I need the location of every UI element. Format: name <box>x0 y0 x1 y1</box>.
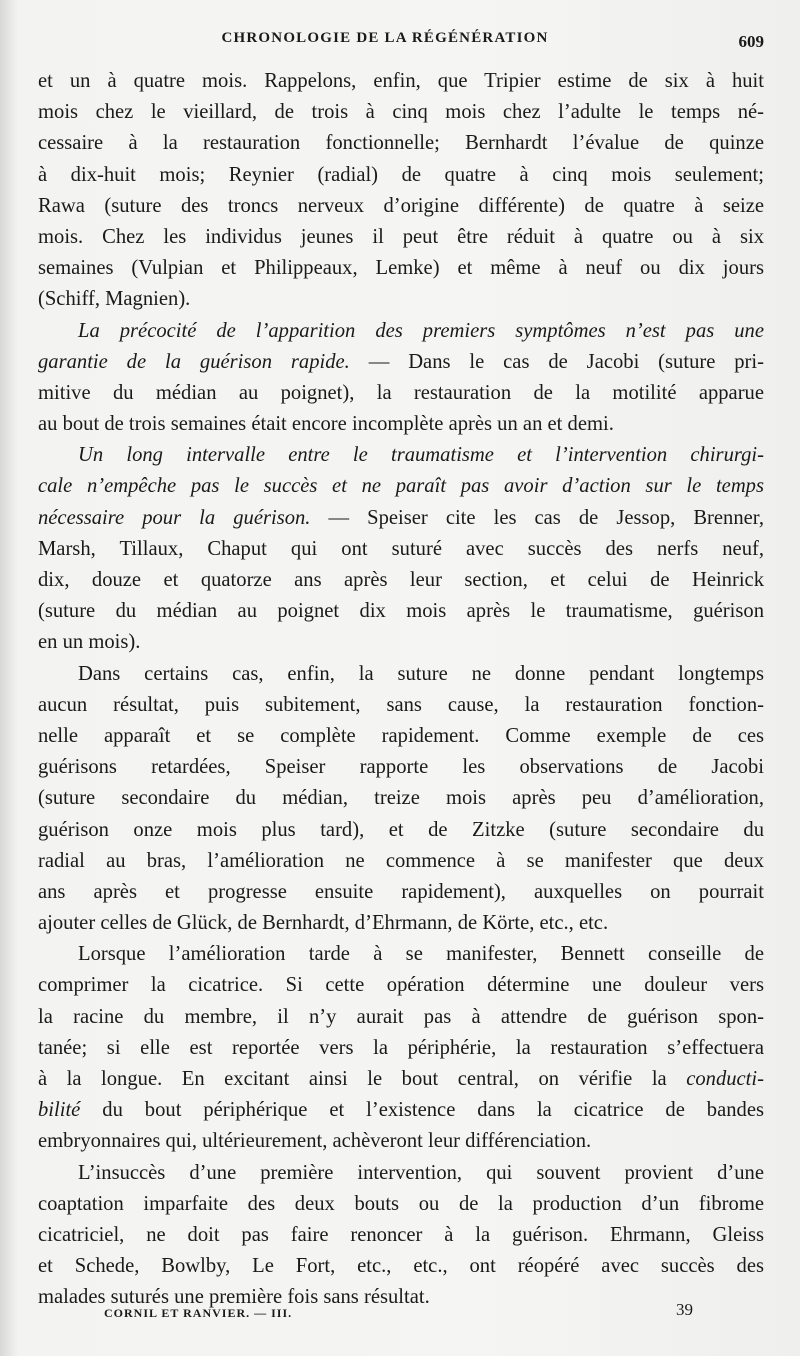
text-line: cicatriciel, ne doit pas faire renoncer à la guérison. Ehrmann, Gleiss <box>38 1223 764 1246</box>
text-line: (Schiff, Magnien). <box>38 288 191 311</box>
text-line: ans après et progresse ensuite rapidement), auxquelles on pourrait <box>38 880 764 903</box>
text-line: (suture du médian au poignet dix mois après le traumatisme, guérison <box>38 600 764 623</box>
text-line: guérisons retardées, Speiser rapporte les observations de Jacobi <box>38 756 764 779</box>
page-footer <box>0 1300 800 1330</box>
text-line: semaines (Vulpian et Philippeaux, Lemke) et même à neuf ou dix jours <box>38 257 764 280</box>
italic-segment: bilité <box>38 1099 81 1122</box>
text-line <box>38 1095 764 1126</box>
text-line: la racine du membre, il n’y aurait pas à attendre de guérison spon- <box>38 1005 764 1028</box>
text-line: Lorsque l’amélioration tarde à se manifester, Bennett conseille de <box>78 943 764 966</box>
text-line: guérison onze mois plus tard), et de Zitzke (suture secondaire du <box>38 818 764 841</box>
text-line: au bout de trois semaines était encore incomplète après un an et demi. <box>38 413 614 436</box>
text-line <box>38 347 764 378</box>
text-line: nelle apparaît et se complète rapidement. Comme exemple de ces <box>38 724 764 747</box>
text-line <box>38 316 764 347</box>
text-line: Dans certains cas, enfin, la suture ne donne pendant longtemps <box>78 662 764 685</box>
text-line: et Schede, Bowlby, Le Fort, etc., etc., ont réopéré avec succès des <box>38 1255 764 1278</box>
roman-segment: du bout périphérique et l’existence dans la cicatrice de bandes <box>80 1099 764 1122</box>
page-number: 609 <box>738 32 764 51</box>
running-head <box>0 30 800 54</box>
roman-segment: à la longue. En excitant ainsi le bout central, on vérifie la <box>38 1068 687 1090</box>
text-line: cessaire à la restauration fonctionnelle; Bernhardt l’évalue de quinze <box>38 132 764 155</box>
text-line: mois. Chez les individus jeunes il peut être réduit à quatre ou à six <box>38 225 764 248</box>
text-line: en un mois). <box>38 631 141 654</box>
text-line: tanée; si elle est reportée vers la périphérie, la restauration s’effectuera <box>38 1036 764 1059</box>
italic-segment: nécessaire pour la guérison. <box>38 506 311 529</box>
italic-segment: garantie de la guérison rapide. <box>38 350 350 373</box>
text-line: embryonnaires qui, ultérieurement, achèveront leur différenciation. <box>38 1130 592 1153</box>
text-line: ajouter celles de Glück, de Bernhardt, d’Ehrmann, de Körte, etc., etc. <box>38 912 609 935</box>
text-line: et un à quatre mois. Rappelons, enfin, que Tripier estime de six à huit <box>38 70 764 92</box>
text-line <box>38 503 764 534</box>
italic-segment: La précocité de l’apparition des premiers symptômes n’est pas une <box>78 319 764 342</box>
text-line: comprimer la cicatrice. Si cette opération détermine une douleur vers <box>38 974 764 997</box>
italic-segment: cale n’empêche pas le succès et ne paraît pas avoir d’action sur le temps <box>38 475 764 498</box>
text-line: mois chez le vieillard, de trois à cinq mois chez l’adulte le temps né- <box>38 101 764 124</box>
text-line: coaptation imparfaite des deux bouts ou de la production d’un fibrome <box>38 1192 764 1215</box>
running-title: CHRONOLOGIE DE LA RÉGÉNÉRATION <box>221 30 549 46</box>
text-line: aucun résultat, puis subitement, sans cause, la restauration fonction- <box>38 693 764 716</box>
printer-signature: CORNIL ET RANVIER. — III. <box>104 1306 293 1320</box>
body-text <box>38 66 764 1314</box>
roman-segment: — Dans le cas de Jacobi (suture pri- <box>349 350 764 373</box>
text-line: Marsh, Tillaux, Chaput qui ont suturé avec succès des nerfs neuf, <box>38 537 764 560</box>
text-line: (suture secondaire du médian, treize mois après peu d’amélioration, <box>38 787 764 810</box>
text-line: L’insuccès d’une première intervention, qui souvent provient d’une <box>78 1161 764 1184</box>
text-line: Rawa (suture des troncs nerveux d’origine différente) de quatre à seize <box>38 194 764 217</box>
text-line: radial au bras, l’amélioration ne commence à se manifester que deux <box>38 849 764 872</box>
text-line <box>38 1064 764 1095</box>
text-line: à dix-huit mois; Reynier (radial) de quatre à cinq mois seulement; <box>38 163 764 186</box>
italic-segment: conducti- <box>686 1068 764 1090</box>
roman-segment: — Speiser cite les cas de Jessop, Brenner, <box>310 506 764 529</box>
text-line: dix, douze et quatorze ans après leur section, et celui de Heinrick <box>38 569 764 591</box>
signature-number: 39 <box>676 1300 693 1319</box>
italic-segment: Un long intervalle entre le traumatisme et l’intervention chirurgi- <box>78 444 764 467</box>
text-line <box>38 440 764 471</box>
text-line: mitive du médian au poignet), la restauration de la motilité apparue <box>38 381 764 404</box>
text-line <box>38 471 764 502</box>
text-line: malades suturés une première fois sans résultat. <box>38 1286 430 1309</box>
